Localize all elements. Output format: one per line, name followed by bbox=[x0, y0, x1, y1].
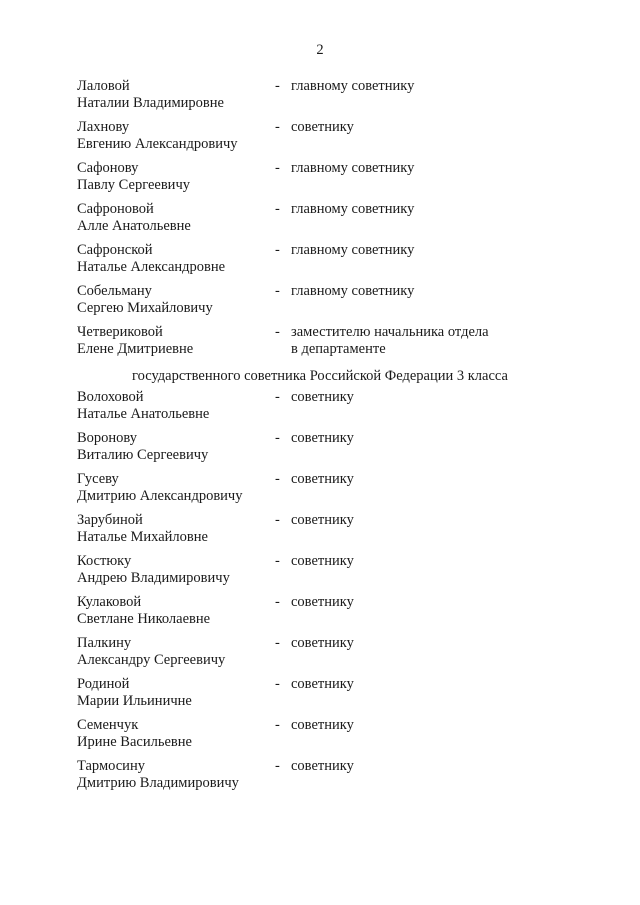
surname: Костюку bbox=[77, 553, 132, 569]
dash-separator: - bbox=[275, 471, 280, 487]
list-item bbox=[77, 594, 577, 628]
position-line: в департаменте bbox=[291, 341, 386, 357]
dash-separator: - bbox=[275, 324, 280, 340]
position-line: советнику bbox=[291, 717, 354, 733]
person-name bbox=[77, 717, 277, 751]
position-title bbox=[291, 758, 571, 775]
position-line: советнику bbox=[291, 635, 354, 651]
person-name bbox=[77, 324, 277, 358]
position-title bbox=[291, 160, 571, 177]
list-item bbox=[77, 676, 577, 710]
position-line: советнику bbox=[291, 119, 354, 135]
surname: Собельману bbox=[77, 283, 152, 299]
given-names: Павлу Сергеевичу bbox=[77, 177, 190, 193]
dash-separator: - bbox=[275, 78, 280, 94]
surname: Лаловой bbox=[77, 78, 130, 94]
appointment-list-bottom bbox=[77, 389, 577, 799]
position-line: советнику bbox=[291, 389, 354, 405]
position-title bbox=[291, 242, 571, 259]
position-line: советнику bbox=[291, 512, 354, 528]
dash-separator: - bbox=[275, 201, 280, 217]
dash-separator: - bbox=[275, 430, 280, 446]
surname: Зарубиной bbox=[77, 512, 143, 528]
given-names: Андрею Владимировичу bbox=[77, 570, 230, 586]
list-item bbox=[77, 717, 577, 751]
person-name bbox=[77, 635, 277, 669]
person-name bbox=[77, 242, 277, 276]
person-name bbox=[77, 430, 277, 464]
position-line: советнику bbox=[291, 553, 354, 569]
dash-separator: - bbox=[275, 676, 280, 692]
position-title bbox=[291, 324, 571, 358]
given-names: Светлане Николаевне bbox=[77, 611, 211, 627]
surname: Кулаковой bbox=[77, 594, 142, 610]
dash-separator: - bbox=[275, 283, 280, 299]
list-item bbox=[77, 242, 577, 276]
position-line: главному советнику bbox=[291, 201, 415, 217]
list-item bbox=[77, 430, 577, 464]
position-line: советнику bbox=[291, 471, 354, 487]
position-line: главному советнику bbox=[291, 242, 415, 258]
position-line: главному советнику bbox=[291, 78, 415, 94]
person-name bbox=[77, 201, 277, 235]
position-title bbox=[291, 471, 571, 488]
person-name bbox=[77, 160, 277, 194]
dash-separator: - bbox=[275, 553, 280, 569]
surname: Воронову bbox=[77, 430, 138, 446]
position-title bbox=[291, 512, 571, 529]
dash-separator: - bbox=[275, 119, 280, 135]
person-name bbox=[77, 283, 277, 317]
given-names: Наталье Анатольевне bbox=[77, 406, 210, 422]
given-names: Наталье Михайловне bbox=[77, 529, 208, 545]
given-names: Виталию Сергеевичу bbox=[77, 447, 209, 463]
dash-separator: - bbox=[275, 389, 280, 405]
given-names: Дмитрию Владимировичу bbox=[77, 775, 239, 791]
list-item bbox=[77, 283, 577, 317]
list-item bbox=[77, 160, 577, 194]
person-name bbox=[77, 471, 277, 505]
person-name bbox=[77, 758, 277, 792]
list-item bbox=[77, 635, 577, 669]
position-title bbox=[291, 676, 571, 693]
person-name bbox=[77, 389, 277, 423]
position-title bbox=[291, 430, 571, 447]
position-title bbox=[291, 553, 571, 570]
person-name bbox=[77, 78, 277, 112]
person-name bbox=[77, 512, 277, 546]
list-item bbox=[77, 758, 577, 792]
given-names: Евгению Александровичу bbox=[77, 136, 238, 152]
position-line: главному советнику bbox=[291, 283, 415, 299]
given-names: Наталье Александровне bbox=[77, 259, 226, 275]
person-name bbox=[77, 676, 277, 710]
given-names: Алле Анатольевне bbox=[77, 218, 191, 234]
position-title bbox=[291, 594, 571, 611]
dash-separator: - bbox=[275, 717, 280, 733]
surname: Лахнову bbox=[77, 119, 130, 135]
position-line: главному советнику bbox=[291, 160, 415, 176]
position-line: советнику bbox=[291, 430, 354, 446]
list-item bbox=[77, 324, 577, 358]
position-title bbox=[291, 283, 571, 300]
given-names: Сергею Михайловичу bbox=[77, 300, 213, 316]
list-item bbox=[77, 119, 577, 153]
rank-heading: государственного советника Российской Федерации 3 класса bbox=[132, 368, 508, 384]
dash-separator: - bbox=[275, 758, 280, 774]
given-names: Наталии Владимировне bbox=[77, 95, 224, 111]
person-name bbox=[77, 119, 277, 153]
position-line: советнику bbox=[291, 594, 354, 610]
surname: Гусеву bbox=[77, 471, 119, 487]
surname: Тармосину bbox=[77, 758, 145, 774]
dash-separator: - bbox=[275, 594, 280, 610]
dash-separator: - bbox=[275, 635, 280, 651]
list-item bbox=[77, 553, 577, 587]
dash-separator: - bbox=[275, 160, 280, 176]
position-line: советнику bbox=[291, 758, 354, 774]
surname: Сафронской bbox=[77, 242, 153, 258]
position-title bbox=[291, 201, 571, 218]
position-title bbox=[291, 635, 571, 652]
surname: Палкину bbox=[77, 635, 132, 651]
given-names: Ирине Васильевне bbox=[77, 734, 192, 750]
list-item bbox=[77, 201, 577, 235]
appointment-list-top bbox=[77, 78, 577, 365]
dash-separator: - bbox=[275, 512, 280, 528]
position-title bbox=[291, 78, 571, 95]
given-names: Александру Сергеевичу bbox=[77, 652, 226, 668]
position-line: советнику bbox=[291, 676, 354, 692]
person-name bbox=[77, 553, 277, 587]
given-names: Дмитрию Александровичу bbox=[77, 488, 243, 504]
surname: Родиной bbox=[77, 676, 130, 692]
list-item bbox=[77, 389, 577, 423]
position-title bbox=[291, 389, 571, 406]
position-line: заместителю начальника отдела bbox=[291, 324, 489, 340]
list-item bbox=[77, 78, 577, 112]
surname: Сафроновой bbox=[77, 201, 154, 217]
surname: Сафонову bbox=[77, 160, 139, 176]
list-item bbox=[77, 512, 577, 546]
person-name bbox=[77, 594, 277, 628]
surname: Волоховой bbox=[77, 389, 144, 405]
given-names: Марии Ильиничне bbox=[77, 693, 192, 709]
position-title bbox=[291, 717, 571, 734]
page-number: 2 bbox=[316, 42, 324, 58]
surname: Четвериковой bbox=[77, 324, 163, 340]
dash-separator: - bbox=[275, 242, 280, 258]
surname: Семенчук bbox=[77, 717, 139, 733]
list-item bbox=[77, 471, 577, 505]
given-names: Елене Дмитриевне bbox=[77, 341, 194, 357]
position-title bbox=[291, 119, 571, 136]
